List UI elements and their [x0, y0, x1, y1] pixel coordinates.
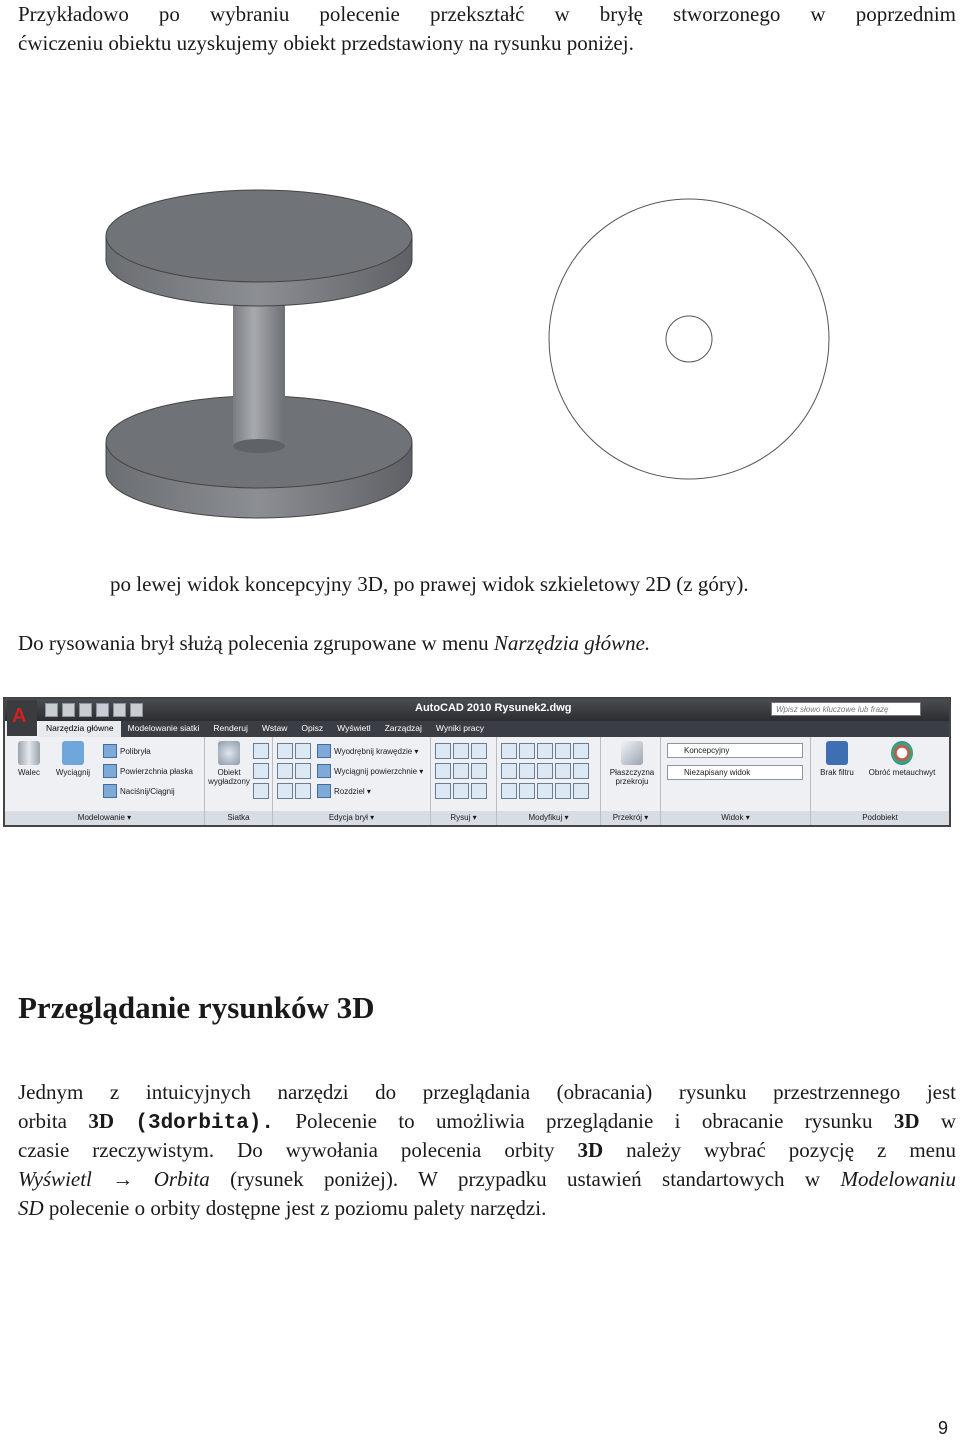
- section-plane-icon: [621, 741, 643, 765]
- ribbon-tabs: [39, 721, 949, 737]
- obiekt-wygladzony-button[interactable]: [207, 741, 251, 786]
- body-line-1: Jednym z intuicyjnych narzędzi do przeglądania (obracania) rysunku przestrzennego jest: [18, 1080, 956, 1104]
- spline-icon[interactable]: [435, 763, 451, 779]
- subtract-icon[interactable]: [295, 743, 311, 759]
- cylinder-icon: [18, 741, 40, 765]
- panel-label-widok[interactable]: Widok ▾: [661, 811, 810, 825]
- intro-line-2: ćwiczeniu obiektu uzyskujemy obiekt przedstawiony na rysunku poniżej.: [18, 31, 634, 55]
- modyfikuj-tools: [501, 743, 587, 799]
- tab-narzedzia-glowne[interactable]: Narzędzia główne: [39, 721, 121, 737]
- panel-label-modelowanie[interactable]: Modelowanie ▾: [5, 811, 204, 825]
- ribbon-panels: [5, 737, 949, 825]
- tab-modelowanie-siatki[interactable]: Modelowanie siatki: [127, 723, 200, 733]
- section-title: Przeglądanie rysunków 3D: [18, 990, 375, 1025]
- title-bar: [5, 699, 949, 721]
- spool-3d-view: [100, 180, 420, 520]
- smooth-object-icon: [218, 741, 240, 765]
- polysolid-icon: [103, 744, 117, 758]
- check-icon[interactable]: [295, 783, 311, 799]
- presspull-icon: [103, 784, 117, 798]
- obiekt-label: Obiekt wygładzony: [208, 768, 250, 786]
- figure-caption: po lewej widok koncepcyjny 3D, po prawej widok szkieletowy 2D (z góry).: [110, 572, 749, 596]
- obroc-label: Obróć metauchwyt: [868, 768, 936, 777]
- panel-podobiekt: [811, 737, 949, 825]
- array-icon[interactable]: [501, 763, 517, 779]
- body-line-3: czasie rzeczywistym. Do wywołania polecenia orbity 3D należy wybrać pozycję z menu: [18, 1138, 956, 1162]
- window-title: AutoCAD 2010 Rysunek2.dwg: [415, 702, 572, 714]
- offset-icon[interactable]: [537, 763, 553, 779]
- panel-label-przekroj[interactable]: Przekrój ▾: [601, 811, 660, 825]
- command-name: (3dorbita).: [135, 1112, 274, 1135]
- application-menu-button[interactable]: [7, 700, 37, 736]
- copy-icon[interactable]: [555, 743, 571, 759]
- stretch-icon[interactable]: [519, 783, 535, 799]
- autocad-logo-icon: A: [12, 705, 27, 727]
- panel-siatka: [205, 737, 273, 825]
- hatch-icon[interactable]: [471, 783, 487, 799]
- panel-modelowanie: [5, 737, 205, 825]
- search-input[interactable]: Wpisz słowo kluczowe lub frazę: [771, 702, 921, 716]
- panel-rysuj: [431, 737, 497, 825]
- brak-filtru-button[interactable]: [815, 741, 859, 777]
- menu-description: Do rysowania brył służą polecenia zgrupowane w menu Narzędzia główne.: [18, 631, 651, 655]
- powierzchnia-label: Powierzchnia płaska: [120, 766, 193, 776]
- arc-icon[interactable]: [471, 743, 487, 759]
- tab-wyswietl[interactable]: Wyświetl: [337, 723, 371, 733]
- mesh-icon[interactable]: [253, 783, 269, 799]
- krawedzie-label: Wyodrębnij krawędzie ▾: [334, 746, 419, 756]
- polibryla-button[interactable]: [103, 744, 151, 758]
- rotate-icon[interactable]: [519, 763, 535, 779]
- scale-icon[interactable]: [501, 743, 517, 759]
- union-icon[interactable]: [277, 743, 293, 759]
- tab-wstaw[interactable]: Wstaw: [261, 723, 288, 733]
- extrude-faces-icon: [317, 764, 331, 778]
- quick-access-toolbar: [45, 703, 143, 717]
- polibryla-label: Polibryła: [120, 746, 151, 756]
- walec-label: Walec: [18, 768, 40, 777]
- spool-2d-top-view: [544, 196, 834, 486]
- panel-widok: [661, 737, 811, 825]
- chamfer-icon[interactable]: [573, 763, 589, 779]
- separate-icon: [317, 784, 331, 798]
- extrude-icon: [62, 741, 84, 765]
- trim-icon[interactable]: [519, 743, 535, 759]
- circle-icon[interactable]: [453, 763, 469, 779]
- wyciagnij-label: Wyciągnij: [55, 768, 91, 777]
- view-select[interactable]: Niezapisany widok: [667, 765, 803, 780]
- gizmo-icon: [891, 741, 913, 765]
- planar-surface-icon: [103, 764, 117, 778]
- redo-icon[interactable]: [113, 703, 126, 717]
- powierzchnie-label: Wyciągnij powierzchnie ▾: [334, 766, 424, 776]
- rozdziel-label: Rozdziel ▾: [334, 786, 371, 796]
- ellipse-icon[interactable]: [471, 763, 487, 779]
- visual-style-select[interactable]: Koncepcyjny: [667, 743, 803, 758]
- filter-icon: [826, 741, 848, 765]
- plaszczyzna-label: Płaszczyzna przekroju: [609, 768, 655, 786]
- walec-button[interactable]: [7, 741, 51, 777]
- open-icon[interactable]: [62, 703, 75, 717]
- panel-label-podobiekt[interactable]: Podobiekt: [811, 811, 949, 825]
- nacisnij-label: Naciśnij/Ciągnij: [120, 786, 175, 796]
- slice-icon[interactable]: [295, 763, 311, 779]
- new-icon[interactable]: [45, 703, 58, 717]
- mirror-icon[interactable]: [573, 743, 589, 759]
- fillet-icon[interactable]: [555, 763, 571, 779]
- polygon-icon[interactable]: [435, 783, 451, 799]
- plaszczyzna-button[interactable]: [607, 741, 657, 786]
- tab-opisz[interactable]: Opisz: [301, 723, 324, 733]
- panel-label-rysuj[interactable]: Rysuj ▾: [431, 811, 496, 825]
- panel-modyfikuj: [497, 737, 601, 825]
- siatka-tools: [253, 743, 267, 799]
- menu-name: Narzędzia główne.: [493, 631, 651, 655]
- undo-icon[interactable]: [96, 703, 109, 717]
- intersect-icon[interactable]: [277, 763, 293, 779]
- autocad-ribbon: [3, 697, 951, 827]
- intro-line-1: Przykładowo po wybraniu polecenie przekształć w bryłę stworzonego w poprzednim: [18, 2, 956, 26]
- wyciagnij-powierzchnie-button[interactable]: [317, 764, 423, 778]
- mesh-icon[interactable]: [253, 743, 269, 759]
- panel-label-modyfikuj[interactable]: Modyfikuj ▾: [497, 811, 600, 825]
- mesh-icon[interactable]: [253, 763, 269, 779]
- save-icon[interactable]: [79, 703, 92, 717]
- nacisnij-button[interactable]: [103, 784, 175, 798]
- shell-icon[interactable]: [277, 783, 293, 799]
- explode-icon[interactable]: [501, 783, 517, 799]
- page-number: 9: [937, 1418, 948, 1438]
- rozdziel-button[interactable]: [317, 784, 371, 798]
- tab-zarzadzaj[interactable]: Zarządzaj: [384, 723, 422, 733]
- panel-label-siatka[interactable]: Siatka: [205, 811, 272, 825]
- line-icon[interactable]: [435, 743, 451, 759]
- rectangle-icon[interactable]: [453, 783, 469, 799]
- edycja-tools: [277, 743, 309, 799]
- align-icon[interactable]: [537, 783, 553, 799]
- body-line-4: Wyświetl → Orbita (rysunek poniżej). W przypadku ustawień standartowych w Modelowaniu: [18, 1167, 957, 1191]
- print-icon[interactable]: [130, 703, 143, 717]
- obroc-metauchwyt-button[interactable]: [867, 741, 937, 777]
- erase-icon[interactable]: [555, 783, 571, 799]
- panel-przekroj: [601, 737, 661, 825]
- properties-icon[interactable]: [573, 783, 589, 799]
- filtr-label: Brak filtru: [820, 768, 854, 777]
- tab-renderuj[interactable]: Renderuj: [213, 723, 248, 733]
- panel-edycja-bryl: [273, 737, 431, 825]
- extract-edges-icon: [317, 744, 331, 758]
- wyodrebnij-button[interactable]: [317, 744, 418, 758]
- body-line-5: SD polecenie o orbity dostępne jest z poziomu palety narzędzi.: [18, 1196, 547, 1220]
- wyciagnij-button[interactable]: [51, 741, 95, 777]
- tab-wyniki-pracy[interactable]: Wyniki pracy: [435, 723, 485, 733]
- powierzchnia-button[interactable]: [103, 764, 193, 778]
- polyline-icon[interactable]: [453, 743, 469, 759]
- panel-label-edycja[interactable]: Edycja brył ▾: [273, 811, 430, 825]
- body-line-2: orbita 3D (3dorbita). Polecenie to umożliwia przeglądanie i obracanie rysunku 3D w: [18, 1109, 957, 1135]
- rysuj-tools: [435, 743, 485, 799]
- move-icon[interactable]: [537, 743, 553, 759]
